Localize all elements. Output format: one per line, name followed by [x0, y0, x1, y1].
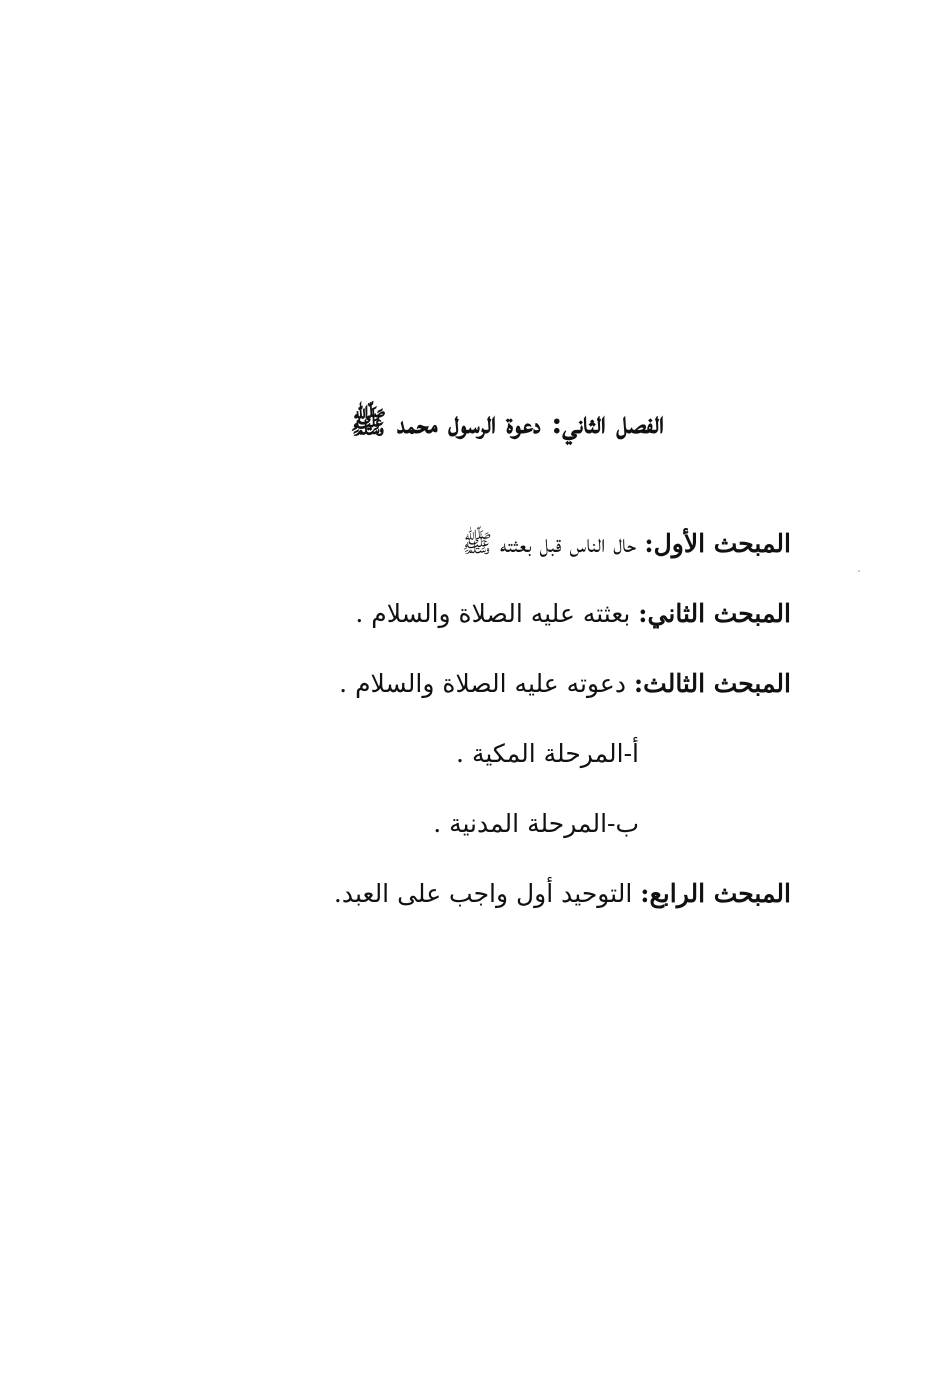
section-label: المبحث الأول:	[644, 529, 791, 558]
section-text: التوحيد أول واجب على العبد.	[333, 879, 641, 908]
subsection-item-a: أ-المرحلة المكية .	[456, 739, 639, 768]
subsection-item-b: ب-المرحلة المدنية .	[433, 809, 639, 838]
section-label: المبحث الثالث:	[633, 669, 791, 698]
section-item-3	[151, 662, 791, 706]
section-label: المبحث الرابع:	[640, 879, 791, 908]
margin-speck	[858, 570, 860, 572]
section-text: بعثته عليه الصلاة والسلام .	[355, 599, 639, 628]
section-item-1	[151, 522, 791, 566]
section-text: حال الناس قبل بعثته ﷺ	[461, 529, 645, 558]
section-item-4	[151, 872, 791, 916]
chapter-title: الفصل الثاني: دعوة الرسول محمد ﷺ	[350, 406, 664, 441]
section-label: المبحث الثاني:	[638, 599, 791, 628]
section-item-2	[151, 592, 791, 636]
section-text: دعوته عليه الصلاة والسلام .	[339, 669, 634, 698]
